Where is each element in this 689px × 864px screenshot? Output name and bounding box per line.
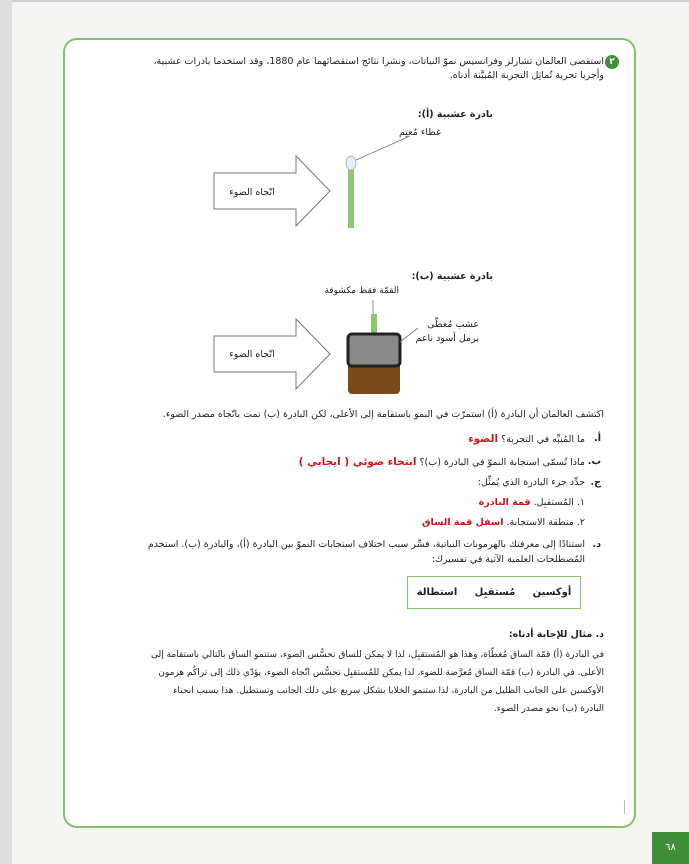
black-sand-cover [348, 334, 400, 366]
tip-exposed-label: القمّة فقط مكشوفة [324, 286, 399, 296]
margin-tick [624, 800, 625, 814]
discovery-text: اكتشف العالمان أن البادرة (أ) استمرّت في النمو باستقامة إلى الأعلى، لكن البادرة (ب) نمت باتّجاه مصدر الضوء. [162, 409, 604, 420]
cover-label: غطاء مُعتِم [398, 127, 441, 138]
part-c2-row [125, 516, 585, 530]
example-line3: الأوكسين على الجانب الظليل من البادرة، لذا ستنمو الخلايا بشكل سريع على ذلك الجانب وتستطيل. هذا يسبب انحناء [173, 686, 604, 696]
part-a-question: ما المُنبِّه في التجربة؟ [501, 434, 585, 445]
part-c1-row [125, 496, 585, 510]
keyword-elongation: استطالة [416, 587, 458, 598]
opaque-cover-icon [346, 156, 356, 170]
keywords-box [407, 576, 581, 609]
part-a-row [105, 432, 585, 447]
light-label-b: اتّجاه الضوء [229, 349, 275, 360]
part-a-answer: الضوء [468, 433, 499, 445]
left-margin-strip [0, 0, 12, 864]
seedling-a-stem [348, 166, 354, 228]
part-c-label: ج. [590, 477, 601, 488]
part-c1-answer: قمة البادرة [478, 497, 531, 508]
keyword-receptor: مُستقبِل [474, 587, 516, 598]
example-line2: الأعلى. في البادرة (ب) قمّة الساق مُعرَّضة للضوء، لذا يمكن للمُستقبِل تحسُّس اتّجاه الضوء، يؤدّي ذلك إلى تراكُم هرمون [158, 668, 604, 678]
part-b-question: ماذا تُسمّى استجابة النموّ في البادرة (ب)؟ [419, 457, 585, 468]
question-intro-line1: استقصى العالمان تشارلز وفرانسيس نموّ النباتات، ونشرا نتائج استقصائهما عام 1880، وقد استخدما بادرات عشبية، [153, 56, 604, 67]
example-heading: د. مثال للإجابة أدناه: [508, 629, 604, 640]
grass-label-line1: عشب مُغطّى [427, 319, 479, 330]
part-d-question-line1: استنادًا إلى معرفتك بالهرمونات النباتية، فسِّر سبب اختلاف استجابات النموّ بين البادرة (أ)، والبادرة (ب). استخدم [147, 539, 585, 550]
part-b-row [105, 455, 585, 470]
part-b-label: ب. [587, 456, 601, 467]
diagram-a-title: بادرة عشبية (أ): [417, 109, 493, 120]
grass-label-line2: برمل أسود ناعم [415, 333, 479, 344]
light-label-a: اتّجاه الضوء [229, 187, 275, 198]
question-intro-line2: وأجريا تجربة تُماثِل التجربة المُبيَّنة أدناه. [449, 70, 604, 81]
example-line1: في البادرة (أ) قمّة الساق مُغطّاة، وهذا هو المُستقبِل، لذا لا يمكن للساق تحسُّس الضوء، ستنمو الساق بالتالي باستقامة إلى [150, 650, 604, 660]
keyword-auxin: أوكسين [532, 587, 572, 598]
part-c2-label: ٢. منطقة الاستجابة. [506, 517, 585, 528]
part-a-label: أ. [594, 433, 601, 444]
page-number: ٦٨ [652, 832, 689, 864]
part-c1-label: ١. المُستقبِل. [533, 497, 585, 508]
top-border [0, 0, 689, 2]
part-d-question-line2: المُصطلحات العلمية الآتية في تفسيرك: [431, 554, 585, 565]
part-c2-answer: اسفل قمة الساق [422, 517, 504, 528]
part-b-answer: انتحاء ضوئي ( ايجابي ) [298, 456, 417, 468]
example-line4: البادرة (ب) نحو مصدر الضوء. [493, 704, 604, 714]
part-c-question: حدِّد جزء البادرة الذي يُمثِّل: [477, 477, 585, 488]
diagram-b-title: بادرة عشبية (ب): [411, 271, 493, 282]
question-number-badge: ٢ [605, 55, 619, 69]
part-d-label: د. [592, 539, 601, 550]
